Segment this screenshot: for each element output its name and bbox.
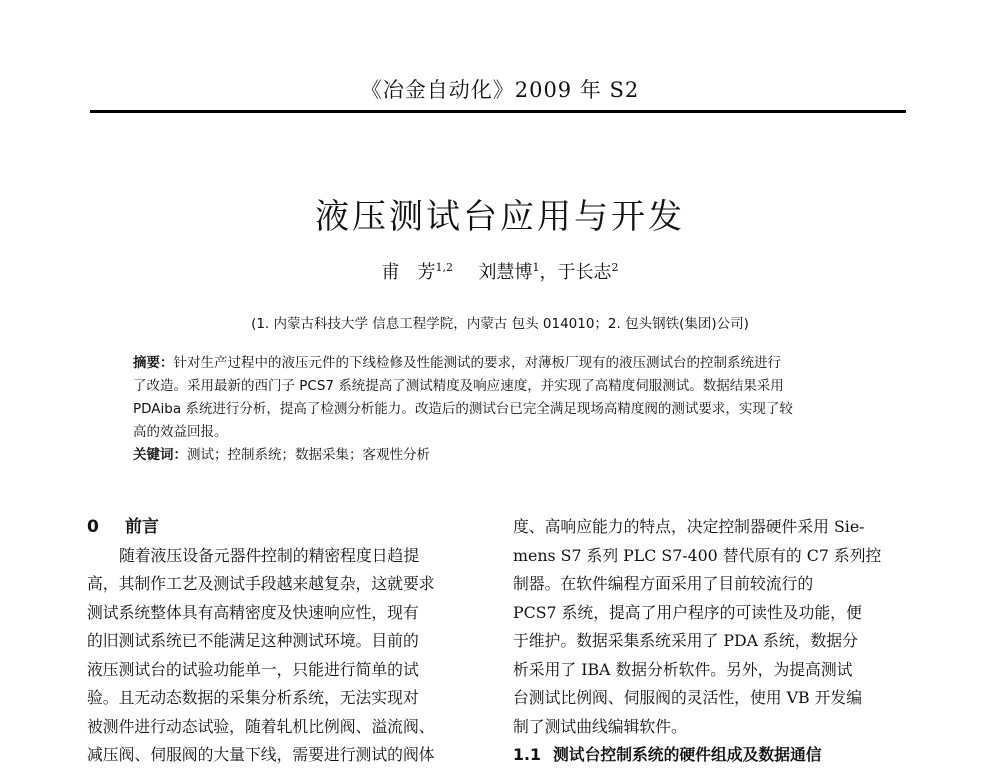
journal-header: 《冶金自动化》2009 年 S2 bbox=[360, 78, 640, 102]
body-line: 随着液压设备元器件控制的精密程度日趋提 bbox=[119, 545, 420, 565]
left-column bbox=[87, 513, 492, 770]
author-name: 甫 芳 bbox=[381, 262, 436, 283]
author-list bbox=[0, 258, 1000, 284]
keywords-text: 测试；控制系统；数据采集；客观性分析 bbox=[187, 447, 430, 463]
author-name: 于长志 bbox=[557, 262, 612, 283]
body-line: 测试系统整体具有高精密度及快速响应性，现有 bbox=[87, 602, 419, 622]
body-line: 于维护。数据采集系统采用了 PDA 系统，数据分 bbox=[513, 631, 858, 650]
body-line: 析采用了 IBA 数据分析软件。另外，为提高测试 bbox=[513, 659, 853, 679]
right-column bbox=[513, 513, 918, 770]
body-line: 度、高响应能力的特点，决定控制器硬件采用 Sie- bbox=[513, 517, 865, 536]
section-number: 0 bbox=[87, 517, 99, 537]
keywords-label: 关键词： bbox=[133, 447, 187, 463]
abstract bbox=[133, 352, 873, 467]
body-line: 液压测试台的试验功能单一，只能进行简单的试 bbox=[87, 659, 419, 679]
subsection-heading bbox=[513, 741, 918, 770]
abstract-line: 高的效益回报。 bbox=[133, 424, 228, 440]
body-line: 台测试比例阀、伺服阀的灵活性，使用 VB 开发编 bbox=[513, 688, 862, 707]
paper-title: 液压测试台应用与开发 bbox=[315, 197, 685, 237]
subsection-number: 1.1 bbox=[513, 745, 541, 764]
body-line: 制了测试曲线编辑软件。 bbox=[513, 716, 687, 736]
affiliation: (1. 内蒙古科技大学 信息工程学院，内蒙古 包头 014010；2. 包头钢铁(集团)公司) bbox=[251, 316, 749, 332]
author-name: 刘慧博 bbox=[478, 262, 533, 283]
author-affiliation-marker: 1 bbox=[532, 261, 540, 274]
keywords-line bbox=[133, 444, 873, 467]
body-line: mens S7 系列 PLC S7-400 替代原有的 C7 系列控 bbox=[513, 545, 882, 565]
author-affiliation-marker: 2 bbox=[611, 261, 619, 274]
abstract-line: 了改造。采用最新的西门子 PCS7 系统提高了测试精度及响应速度，并实现了高精度伺服测试。数据结果采用 bbox=[133, 378, 784, 394]
section-heading bbox=[87, 513, 492, 542]
body-line: 制器。在软件编程方面采用了目前较流行的 bbox=[513, 574, 814, 593]
subsection-title: 测试台控制系统的硬件组成及数据通信 bbox=[553, 745, 822, 764]
body-line: PCS7 系统，提高了用户程序的可读性及功能，便 bbox=[513, 602, 862, 622]
abstract-label: 摘要： bbox=[133, 355, 174, 371]
body-line: 高，其制作工艺及测试手段越来越复杂，这就要求 bbox=[87, 574, 435, 593]
author-separator: ， bbox=[539, 262, 558, 283]
abstract-line bbox=[133, 352, 873, 375]
body-line: 减压阀、伺服阀的大量下线，需要进行测试的阀体 bbox=[87, 745, 435, 764]
abstract-text: 针对生产过程中的液压元件的下线检修及性能测试的要求，对薄板厂现有的液压测试台的控制系统进行 bbox=[173, 355, 781, 371]
abstract-line: PDAiba 系统进行分析，提高了检测分析能力。改造后的测试台已完全满足现场高精度阀的测试要求，实现了较 bbox=[133, 401, 793, 417]
section-title: 前言 bbox=[125, 517, 159, 537]
body-line: 验。且无动态数据的采集分析系统，无法实现对 bbox=[87, 688, 419, 707]
header-rule bbox=[90, 110, 906, 113]
body-line: 被测件进行动态试验，随着轧机比例阀、溢流阀、 bbox=[87, 716, 435, 736]
body-line: 的旧测试系统已不能满足这种测试环境。目前的 bbox=[87, 631, 419, 650]
author-affiliation-marker: 1,2 bbox=[435, 261, 454, 274]
